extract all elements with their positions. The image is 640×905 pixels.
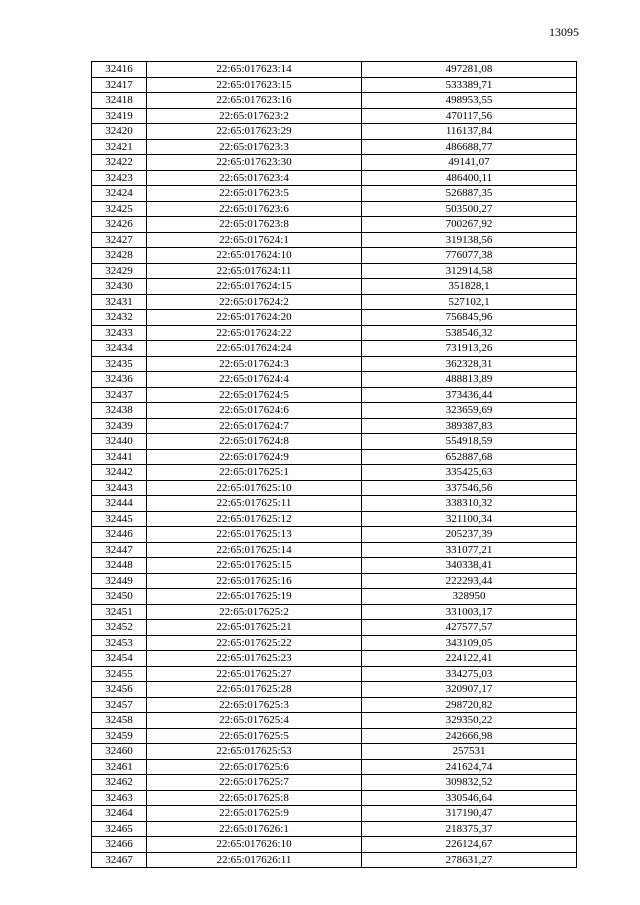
cadastral-number-cell: 22:65:017623:14 [147, 62, 362, 78]
table-row [92, 635, 577, 651]
cadastral-value-cell: 298720,82 [362, 697, 577, 713]
table-row [92, 294, 577, 310]
cadastral-number-cell: 22:65:017625:15 [147, 558, 362, 574]
cadastral-number-cell: 22:65:017624:20 [147, 310, 362, 326]
table-row [92, 356, 577, 372]
cadastral-number-cell: 22:65:017624:8 [147, 434, 362, 450]
row-number-cell: 32447 [92, 542, 147, 558]
cadastral-number-cell: 22:65:017623:29 [147, 124, 362, 140]
cadastral-number-cell: 22:65:017623:5 [147, 186, 362, 202]
table-row [92, 542, 577, 558]
cadastral-value-cell: 362328,31 [362, 356, 577, 372]
row-number-cell: 32450 [92, 589, 147, 605]
cadastral-number-cell: 22:65:017624:9 [147, 449, 362, 465]
table-row [92, 310, 577, 326]
cadastral-value-cell: 340338,41 [362, 558, 577, 574]
table-row [92, 682, 577, 698]
cadastral-number-cell: 22:65:017623:8 [147, 217, 362, 233]
cadastral-value-cell: 756845,96 [362, 310, 577, 326]
cadastral-number-cell: 22:65:017625:6 [147, 759, 362, 775]
table-row [92, 728, 577, 744]
table-row [92, 170, 577, 186]
cadastral-number-cell: 22:65:017624:3 [147, 356, 362, 372]
table-row [92, 697, 577, 713]
page-number: 13095 [549, 25, 579, 39]
cadastral-value-table [91, 61, 577, 868]
cadastral-number-cell: 22:65:017623:15 [147, 77, 362, 93]
row-number-cell: 32467 [92, 852, 147, 868]
table-row [92, 124, 577, 140]
row-number-cell: 32443 [92, 480, 147, 496]
cadastral-value-cell: 652887,68 [362, 449, 577, 465]
table-row [92, 108, 577, 124]
row-number-cell: 32419 [92, 108, 147, 124]
row-number-cell: 32420 [92, 124, 147, 140]
table-row [92, 139, 577, 155]
cadastral-number-cell: 22:65:017625:12 [147, 511, 362, 527]
table-row [92, 217, 577, 233]
cadastral-value-cell: 257531 [362, 744, 577, 760]
cadastral-value-cell: 116137,84 [362, 124, 577, 140]
row-number-cell: 32426 [92, 217, 147, 233]
cadastral-value-cell: 488813,89 [362, 372, 577, 388]
cadastral-value-cell: 241624,74 [362, 759, 577, 775]
cadastral-number-cell: 22:65:017624:24 [147, 341, 362, 357]
cadastral-number-cell: 22:65:017625:16 [147, 573, 362, 589]
cadastral-value-cell: 321100,34 [362, 511, 577, 527]
cadastral-number-cell: 22:65:017624:1 [147, 232, 362, 248]
row-number-cell: 32428 [92, 248, 147, 264]
table-row [92, 434, 577, 450]
cadastral-number-cell: 22:65:017623:4 [147, 170, 362, 186]
cadastral-value-cell: 776077,38 [362, 248, 577, 264]
row-number-cell: 32454 [92, 651, 147, 667]
cadastral-number-cell: 22:65:017624:2 [147, 294, 362, 310]
table-row [92, 263, 577, 279]
cadastral-value-cell: 533389,71 [362, 77, 577, 93]
table-row [92, 403, 577, 419]
cadastral-value-cell: 526887,35 [362, 186, 577, 202]
row-number-cell: 32461 [92, 759, 147, 775]
row-number-cell: 32435 [92, 356, 147, 372]
cadastral-number-cell: 22:65:017624:15 [147, 279, 362, 295]
row-number-cell: 32436 [92, 372, 147, 388]
table-row [92, 387, 577, 403]
row-number-cell: 32444 [92, 496, 147, 512]
table-row [92, 232, 577, 248]
cadastral-value-cell: 538546,32 [362, 325, 577, 341]
row-number-cell: 32463 [92, 790, 147, 806]
cadastral-value-cell: 427577,57 [362, 620, 577, 636]
table-row [92, 744, 577, 760]
cadastral-number-cell: 22:65:017623:30 [147, 155, 362, 171]
cadastral-value-cell: 309832,52 [362, 775, 577, 791]
cadastral-number-cell: 22:65:017624:7 [147, 418, 362, 434]
cadastral-value-cell: 331077,21 [362, 542, 577, 558]
table-row [92, 837, 577, 853]
row-number-cell: 32453 [92, 635, 147, 651]
cadastral-number-cell: 22:65:017625:9 [147, 806, 362, 822]
row-number-cell: 32431 [92, 294, 147, 310]
row-number-cell: 32440 [92, 434, 147, 450]
row-number-cell: 32430 [92, 279, 147, 295]
cadastral-value-cell: 334275,03 [362, 666, 577, 682]
cadastral-value-cell: 335425,63 [362, 465, 577, 481]
table-row [92, 248, 577, 264]
row-number-cell: 32455 [92, 666, 147, 682]
cadastral-value-cell: 226124,67 [362, 837, 577, 853]
cadastral-value-cell: 242666,98 [362, 728, 577, 744]
table-row [92, 821, 577, 837]
row-number-cell: 32448 [92, 558, 147, 574]
cadastral-number-cell: 22:65:017624:5 [147, 387, 362, 403]
table-row [92, 852, 577, 868]
row-number-cell: 32437 [92, 387, 147, 403]
table-row [92, 62, 577, 78]
cadastral-number-cell: 22:65:017624:11 [147, 263, 362, 279]
table-row [92, 480, 577, 496]
row-number-cell: 32434 [92, 341, 147, 357]
row-number-cell: 32458 [92, 713, 147, 729]
table-row [92, 573, 577, 589]
table-row [92, 372, 577, 388]
table-row [92, 186, 577, 202]
cadastral-value-cell: 527102,1 [362, 294, 577, 310]
row-number-cell: 32432 [92, 310, 147, 326]
cadastral-number-cell: 22:65:017625:5 [147, 728, 362, 744]
cadastral-number-cell: 22:65:017625:7 [147, 775, 362, 791]
cadastral-value-cell: 373436,44 [362, 387, 577, 403]
table-row [92, 790, 577, 806]
table-row [92, 620, 577, 636]
cadastral-value-cell: 330546,64 [362, 790, 577, 806]
cadastral-number-cell: 22:65:017625:53 [147, 744, 362, 760]
cadastral-number-cell: 22:65:017625:27 [147, 666, 362, 682]
table-row [92, 775, 577, 791]
cadastral-value-cell: 470117,56 [362, 108, 577, 124]
row-number-cell: 32416 [92, 62, 147, 78]
cadastral-value-cell: 205237,39 [362, 527, 577, 543]
row-number-cell: 32449 [92, 573, 147, 589]
row-number-cell: 32418 [92, 93, 147, 109]
table-row [92, 201, 577, 217]
cadastral-number-cell: 22:65:017625:1 [147, 465, 362, 481]
row-number-cell: 32417 [92, 77, 147, 93]
cadastral-value-cell: 503500,27 [362, 201, 577, 217]
cadastral-number-cell: 22:65:017625:22 [147, 635, 362, 651]
row-number-cell: 32456 [92, 682, 147, 698]
cadastral-value-cell: 319138,56 [362, 232, 577, 248]
row-number-cell: 32421 [92, 139, 147, 155]
row-number-cell: 32459 [92, 728, 147, 744]
cadastral-value-cell: 317190,47 [362, 806, 577, 822]
cadastral-number-cell: 22:65:017624:4 [147, 372, 362, 388]
cadastral-number-cell: 22:65:017626:11 [147, 852, 362, 868]
row-number-cell: 32457 [92, 697, 147, 713]
cadastral-number-cell: 22:65:017625:19 [147, 589, 362, 605]
cadastral-value-cell: 331003,17 [362, 604, 577, 620]
table-row [92, 651, 577, 667]
table-row [92, 93, 577, 109]
table-row [92, 325, 577, 341]
row-number-cell: 32441 [92, 449, 147, 465]
cadastral-number-cell: 22:65:017623:3 [147, 139, 362, 155]
table-row [92, 589, 577, 605]
cadastral-value-cell: 554918,59 [362, 434, 577, 450]
cadastral-number-cell: 22:65:017624:22 [147, 325, 362, 341]
table-row [92, 666, 577, 682]
table-row [92, 558, 577, 574]
cadastral-number-cell: 22:65:017626:1 [147, 821, 362, 837]
row-number-cell: 32423 [92, 170, 147, 186]
table-row [92, 496, 577, 512]
cadastral-value-cell: 320907,17 [362, 682, 577, 698]
table-row [92, 806, 577, 822]
cadastral-value-cell: 343109,05 [362, 635, 577, 651]
table-row [92, 713, 577, 729]
cadastral-value-cell: 323659,69 [362, 403, 577, 419]
table-body [92, 62, 577, 868]
cadastral-value-cell: 700267,92 [362, 217, 577, 233]
cadastral-number-cell: 22:65:017624:10 [147, 248, 362, 264]
cadastral-value-cell: 278631,27 [362, 852, 577, 868]
cadastral-value-cell: 222293,44 [362, 573, 577, 589]
cadastral-value-cell: 218375,37 [362, 821, 577, 837]
row-number-cell: 32425 [92, 201, 147, 217]
cadastral-number-cell: 22:65:017625:8 [147, 790, 362, 806]
cadastral-value-cell: 49141,07 [362, 155, 577, 171]
row-number-cell: 32452 [92, 620, 147, 636]
cadastral-value-cell: 328950 [362, 589, 577, 605]
cadastral-value-cell: 224122,41 [362, 651, 577, 667]
cadastral-value-cell: 351828,1 [362, 279, 577, 295]
cadastral-number-cell: 22:65:017625:10 [147, 480, 362, 496]
row-number-cell: 32429 [92, 263, 147, 279]
row-number-cell: 32464 [92, 806, 147, 822]
row-number-cell: 32446 [92, 527, 147, 543]
cadastral-value-cell: 337546,56 [362, 480, 577, 496]
cadastral-value-cell: 329350,22 [362, 713, 577, 729]
table-row [92, 341, 577, 357]
cadastral-number-cell: 22:65:017623:6 [147, 201, 362, 217]
row-number-cell: 32460 [92, 744, 147, 760]
cadastral-value-cell: 312914,58 [362, 263, 577, 279]
row-number-cell: 32438 [92, 403, 147, 419]
cadastral-value-cell: 486688,77 [362, 139, 577, 155]
cadastral-number-cell: 22:65:017625:14 [147, 542, 362, 558]
table-row [92, 759, 577, 775]
cadastral-number-cell: 22:65:017625:21 [147, 620, 362, 636]
cadastral-value-cell: 497281,08 [362, 62, 577, 78]
table-row [92, 465, 577, 481]
cadastral-number-cell: 22:65:017624:6 [147, 403, 362, 419]
row-number-cell: 32465 [92, 821, 147, 837]
cadastral-number-cell: 22:65:017626:10 [147, 837, 362, 853]
cadastral-number-cell: 22:65:017625:3 [147, 697, 362, 713]
cadastral-number-cell: 22:65:017625:11 [147, 496, 362, 512]
table-row [92, 279, 577, 295]
row-number-cell: 32451 [92, 604, 147, 620]
table-row [92, 418, 577, 434]
row-number-cell: 32462 [92, 775, 147, 791]
cadastral-number-cell: 22:65:017625:2 [147, 604, 362, 620]
table-row [92, 604, 577, 620]
table-row [92, 449, 577, 465]
cadastral-number-cell: 22:65:017623:16 [147, 93, 362, 109]
cadastral-number-cell: 22:65:017625:4 [147, 713, 362, 729]
row-number-cell: 32433 [92, 325, 147, 341]
cadastral-value-cell: 486400,11 [362, 170, 577, 186]
row-number-cell: 32466 [92, 837, 147, 853]
cadastral-value-cell: 498953,55 [362, 93, 577, 109]
cadastral-number-cell: 22:65:017625:13 [147, 527, 362, 543]
cadastral-value-cell: 731913,26 [362, 341, 577, 357]
row-number-cell: 32427 [92, 232, 147, 248]
cadastral-value-cell: 338310,32 [362, 496, 577, 512]
cadastral-number-cell: 22:65:017625:23 [147, 651, 362, 667]
row-number-cell: 32424 [92, 186, 147, 202]
row-number-cell: 32422 [92, 155, 147, 171]
table-row [92, 77, 577, 93]
table-row [92, 155, 577, 171]
row-number-cell: 32439 [92, 418, 147, 434]
row-number-cell: 32445 [92, 511, 147, 527]
table-row [92, 511, 577, 527]
cadastral-number-cell: 22:65:017625:28 [147, 682, 362, 698]
cadastral-value-cell: 389387,83 [362, 418, 577, 434]
row-number-cell: 32442 [92, 465, 147, 481]
cadastral-number-cell: 22:65:017623:2 [147, 108, 362, 124]
table-row [92, 527, 577, 543]
